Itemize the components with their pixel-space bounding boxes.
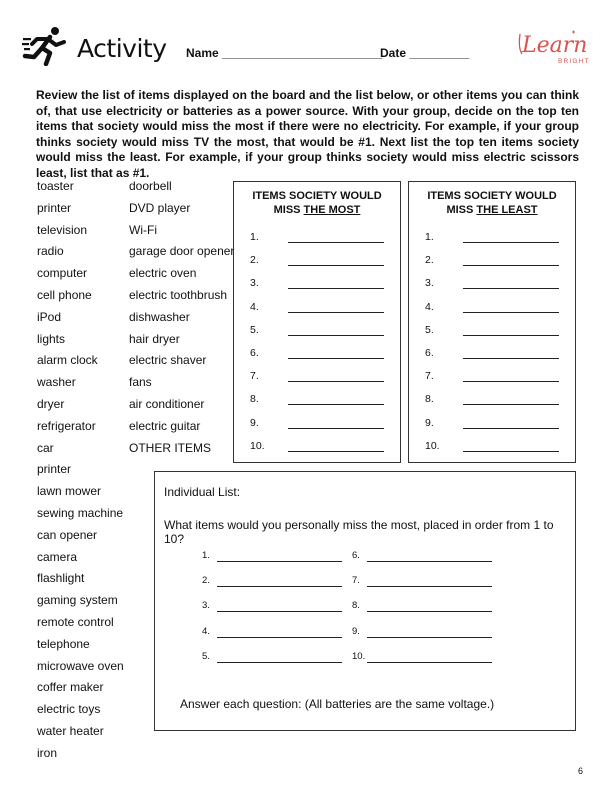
list-item: microwave oven: [37, 658, 124, 673]
answer-row[interactable]: 9.: [352, 626, 522, 651]
list-item: electric toys: [37, 702, 101, 717]
answer-blank[interactable]: [288, 312, 384, 313]
item-list-column-2: [129, 176, 234, 459]
answer-row[interactable]: 7.: [409, 366, 575, 389]
answer-blank[interactable]: [217, 662, 342, 663]
list-item: printer: [37, 462, 72, 477]
answer-blank[interactable]: [367, 586, 492, 587]
list-item: Wi-Fi: [129, 222, 157, 237]
answer-row[interactable]: 4.: [234, 297, 400, 320]
answer-blank[interactable]: [288, 404, 384, 405]
answer-blank[interactable]: [463, 265, 559, 266]
list-item: remote control: [37, 614, 114, 629]
answer-row[interactable]: 3.: [409, 273, 575, 296]
answer-row[interactable]: 4.: [409, 297, 575, 320]
answer-row[interactable]: 8.: [352, 600, 522, 625]
answer-row[interactable]: 1.: [202, 550, 372, 575]
answer-row[interactable]: 9.: [234, 413, 400, 436]
list-item: telephone: [37, 636, 90, 651]
answer-blank[interactable]: [367, 637, 492, 638]
list-item: can opener: [37, 527, 98, 542]
miss-most-heading: ITEMS SOCIETY WOULD MISS THE MOST: [252, 190, 382, 216]
list-item: printer: [37, 200, 72, 215]
list-item: toaster: [37, 179, 74, 193]
list-item: fans: [129, 375, 152, 390]
miss-least-box: [408, 181, 576, 463]
answer-blank[interactable]: [288, 288, 384, 289]
answer-row[interactable]: 4.: [202, 626, 372, 651]
list-item: lawn mower: [37, 484, 102, 499]
answer-blank[interactable]: [463, 451, 559, 452]
answer-blank[interactable]: [463, 335, 559, 336]
list-item: electric oven: [129, 266, 197, 281]
answer-blank[interactable]: [288, 358, 384, 359]
answer-blank[interactable]: [288, 428, 384, 429]
answer-blank[interactable]: [367, 561, 492, 562]
list-item: camera: [37, 549, 78, 564]
answer-row[interactable]: 5.: [234, 320, 400, 343]
answer-row[interactable]: 7.: [352, 575, 522, 600]
miss-most-list: [234, 227, 400, 459]
running-person-icon: [22, 26, 72, 66]
answer-row[interactable]: 3.: [234, 273, 400, 296]
page-header: [22, 24, 592, 74]
individual-question: What items would you personally miss the most, placed in order from 1 to 10?: [164, 518, 554, 546]
list-item: electric shaver: [129, 353, 207, 368]
name-field[interactable]: Name ________________________: [186, 46, 383, 60]
list-item: iron: [37, 745, 58, 760]
instructions-paragraph: Review the list of items displayed on the board and the list below, or other items you can think of, that use electricity or batteries as a power source. With your group, decide on the top ten items that society would miss the most if there were no electricity. For example, if your group thinks society would miss TV the most, that would be #1. Next list the top ten items society would miss the least. For example, if your group thinks society would miss electric scissors least, list that as #1.: [36, 88, 579, 180]
answer-row[interactable]: 6.: [352, 550, 522, 575]
list-item: gaming system: [37, 593, 118, 608]
answer-blank[interactable]: [463, 358, 559, 359]
answer-blank[interactable]: [217, 586, 342, 587]
answer-row[interactable]: 2.: [409, 250, 575, 273]
answer-row[interactable]: 8.: [409, 389, 575, 412]
individual-list-left: [202, 550, 372, 676]
date-field[interactable]: Date _________: [380, 46, 470, 60]
answer-blank[interactable]: [288, 335, 384, 336]
miss-least-heading: ITEMS SOCIETY WOULD MISS THE LEAST: [427, 190, 557, 216]
list-item: radio: [37, 244, 64, 259]
answer-row[interactable]: 1.: [409, 227, 575, 250]
answer-row[interactable]: 2.: [202, 575, 372, 600]
list-item: washer: [37, 375, 76, 390]
answer-blank[interactable]: [463, 428, 559, 429]
list-item: air conditioner: [129, 396, 205, 411]
svg-text:BRIGHT: BRIGHT: [558, 58, 590, 65]
answer-blank[interactable]: [463, 242, 559, 243]
individual-list-box: [154, 471, 576, 731]
answer-row[interactable]: 10.: [409, 436, 575, 459]
list-item: car: [37, 440, 54, 455]
answer-blank[interactable]: [288, 451, 384, 452]
list-item: flashlight: [37, 571, 85, 586]
list-item: computer: [37, 266, 88, 281]
item-list-column-1: [37, 176, 124, 765]
answer-blank[interactable]: [367, 662, 492, 663]
list-item: OTHER ITEMS: [129, 440, 212, 455]
answer-row[interactable]: 10.: [234, 436, 400, 459]
list-item: electric toothbrush: [129, 287, 228, 302]
answer-row[interactable]: 8.: [234, 389, 400, 412]
answer-row[interactable]: 1.: [234, 227, 400, 250]
answer-blank[interactable]: [217, 611, 342, 612]
answer-row[interactable]: 3.: [202, 600, 372, 625]
answer-blank[interactable]: [288, 242, 384, 243]
list-item: refrigerator: [37, 418, 96, 433]
answer-blank[interactable]: [288, 265, 384, 266]
list-item: iPod: [37, 309, 62, 324]
list-item: coffer maker: [37, 680, 104, 695]
answer-row[interactable]: 5.: [202, 651, 372, 676]
list-item: garage door opener: [129, 244, 235, 259]
answer-row[interactable]: 6.: [409, 343, 575, 366]
list-item: doorbell: [129, 179, 172, 193]
answer-row[interactable]: 9.: [409, 413, 575, 436]
answer-blank[interactable]: [217, 637, 342, 638]
individual-list-label: Individual List:: [164, 485, 241, 499]
list-item: dishwasher: [129, 309, 190, 324]
learn-bright-logo: [518, 28, 592, 68]
answer-blank[interactable]: [217, 561, 342, 562]
answer-row[interactable]: 6.: [234, 343, 400, 366]
list-item: water heater: [37, 723, 104, 738]
miss-least-list: [409, 227, 575, 459]
answer-row[interactable]: 10.: [352, 651, 522, 676]
answer-blank[interactable]: [463, 404, 559, 405]
list-item: DVD player: [129, 200, 191, 215]
list-item: alarm clock: [37, 353, 98, 368]
list-item: television: [37, 222, 88, 237]
answer-prompt: Answer each question: (All batteries are the same voltage.): [180, 697, 495, 711]
list-item: lights: [37, 331, 66, 346]
list-item: dryer: [37, 396, 65, 411]
list-item: electric guitar: [129, 418, 201, 433]
individual-list-right: [352, 550, 522, 676]
miss-most-box: [233, 181, 401, 463]
list-item: hair dryer: [129, 331, 180, 346]
activity-title: Activity: [77, 34, 167, 63]
answer-blank[interactable]: [367, 611, 492, 612]
answer-row[interactable]: 5.: [409, 320, 575, 343]
page-number: 6: [578, 766, 584, 776]
answer-row[interactable]: 2.: [234, 250, 400, 273]
list-item: sewing machine: [37, 505, 124, 520]
answer-blank[interactable]: [288, 381, 384, 382]
list-item: cell phone: [37, 287, 92, 302]
svg-text:Learn: Learn: [522, 33, 588, 58]
answer-row[interactable]: 7.: [234, 366, 400, 389]
answer-blank[interactable]: [463, 381, 559, 382]
answer-blank[interactable]: [463, 312, 559, 313]
answer-blank[interactable]: [463, 288, 559, 289]
